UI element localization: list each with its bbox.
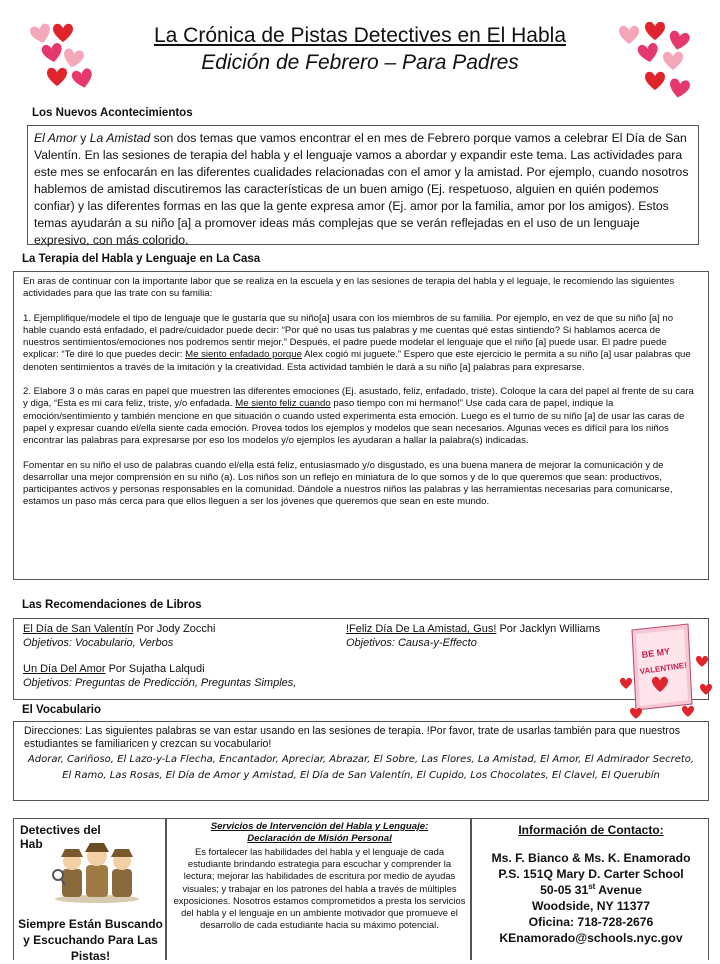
- news-lead-friendship: La Amistad: [89, 131, 151, 145]
- contact-heading: Información de Contacto:: [518, 823, 664, 837]
- services-heading: Servicios de Intervención del Habla y Lenguaje:: [210, 821, 429, 832]
- therapy-heading: La Terapia del Habla y Lenguaje en La Casa: [22, 253, 261, 265]
- hearts-near-card-icon: [616, 650, 716, 725]
- contact-email: KEnamorado@schools.nyc.gov: [499, 931, 683, 945]
- book-3-title: Un Día Del Amor: [23, 663, 106, 675]
- vocab-box: [13, 721, 709, 801]
- book-1: [23, 623, 215, 635]
- hearts-cluster-right-icon: [615, 22, 700, 107]
- therapy-p1-text-end: Alex cogió mi juguete.” Espero que este ejercicio le permita a su niño [a] usar palabras que denoten sentimientos a través de la imitación y la creatividad. Esta actividad también le dará a su niño [a] palabras para expresarse.: [23, 349, 691, 373]
- therapy-p2-text-end: paso tiempo con mi hermano!” Use cada cara de papel, indique la emoción/sentimiento y también mencione en que situación o cuando usted experimenta esta emoción. Luego es el turno de su niño [a] de usar las caras de papel y expresar cuando el/ella siente cada emoción. Provea todos los ejemplos y modelos que sean necesarios. Algunas veces es difícil para los niños encontrar las palabras para expresarse por eso los modelos y/o ejemplos les ayudaran a hallar la palabra(s) indicadas.: [23, 398, 685, 447]
- card-line-2: VALENTINE!: [639, 660, 688, 677]
- news-box: [27, 125, 699, 245]
- mission-statement: Es fortalecer las habilidades del habla y el lenguaje de cada estudiante brindando estrategia para escuchar y comprender la lectura; mejorar las habilidades de escritura por medio de ayudas visuales; y trabajar en los patrones del habla a través de múltiples exposiciones. Nosotros estamos comprometidos a presta los servicios del habla y el lenguaje en un ambiente motivador que promueve el desarrollo de cada estudiante hacia su máximo potencial.: [173, 846, 466, 931]
- detectives-panel: [13, 818, 166, 963]
- book-3-objectives: Objetivos: Preguntas de Predicción, Preguntas Simples,: [23, 677, 297, 689]
- book-3: [23, 662, 699, 676]
- vocab-heading: El Vocabulario: [22, 704, 102, 716]
- services-panel: [166, 818, 471, 960]
- contact-city: Woodside, NY 11377: [531, 899, 651, 913]
- book-1-objectives: Objetivos: Vocabulario, Verbos: [23, 637, 174, 649]
- contact-street-suffix: st: [588, 881, 596, 891]
- contact-street-number: 50-05 31: [540, 883, 589, 897]
- news-body: son dos temas que vamos encontrar el en mes de Febrero porque vamos a celebrar El Día de San Valentín. En las sesiones de terapia del habla y el lenguaje vamos a abordar y expandir este tema. Las actividades para este mes se enfocarán en las diferentes cualidades relacionadas con el amor y la amistad. Por ejemplo, cuando nosotros hablemos de amistad discutiremos las características de un buen amigo (Ej. respetuoso, alguien en quién podemos confiar) y las diferentes formas en las que la gente expresa amor (Ej. amor por la familia, amor por los amigos). Estos temas ayudarán a su niño [a] a promover ideas más complejas que se verán reflejadas en el uso de un lenguaje expresivo, con más colorido.: [34, 131, 689, 247]
- card-line-1: BE MY: [641, 646, 671, 660]
- book-row-1: [23, 622, 699, 636]
- newsletter-subtitle: Edición de Febrero – Para Padres: [201, 51, 519, 74]
- vocab-words: Adorar, Cariñoso, El Lazo-y-La Flecha, Encantador, Apreciar, Abrazar, El Sobre, Las Flores, La Amistad, El Amor, El Admirador Secreto, El Ramo, Las Rosas, El Día de Amor y Amistad, El Día de San Valentín, El Cupido, Los Chocolates, El Clavel, El Querubín: [27, 754, 695, 781]
- hearts-cluster-left-icon: [27, 22, 112, 107]
- therapy-p2-underlined: Me siento feliz cuando: [235, 398, 331, 410]
- book-2-title: !Feliz Día De La Amistad, Gus!: [346, 623, 497, 635]
- books-heading: Las Recomendaciones de Libros: [22, 599, 202, 611]
- book-2-author: Por Jacklyn Williams: [496, 623, 601, 635]
- therapy-box: [13, 271, 709, 580]
- book-2-objectives: Objetivos: Causa-y-Effecto: [346, 637, 477, 649]
- therapy-point-1: [23, 313, 699, 374]
- contact-street: [472, 882, 710, 898]
- vocab-directions: Direcciones: Las siguientes palabras se van estar usando en las sesiones de terapia. !Por favor, trate de usarlas también para que nuestros estudiantes se familiaricen y crezcan su vocabulario!: [24, 725, 681, 750]
- book-1-title: El Día de San Valentín: [23, 623, 134, 635]
- therapy-intro: En aras de continuar con la importante labor que se realiza en la escuela y en las sesiones de terapia del habla y el leguaje, le recomiendo las siguientes actividades para que las trate con su familia:: [23, 276, 675, 300]
- therapy-point-2: [23, 386, 699, 447]
- contact-street-name: Avenue: [595, 883, 642, 897]
- detectives-tagline: Siempre Están Buscando y Escuchando Para Las Pistas!: [18, 917, 163, 963]
- mission-heading: Declaración de Misión Personal: [247, 833, 392, 844]
- book-row-1-objectives: [23, 636, 699, 650]
- detective-kids-icon: [52, 835, 142, 903]
- contact-names: Ms. F. Bianco & Ms. K. Enamorado: [491, 851, 691, 865]
- contact-panel: [471, 818, 709, 960]
- therapy-p1-text: 1. Ejemplifique/modele el tipo de lenguaje que le gustaría que su niño[a] usara con los miembros de su familia. Por ejemplo, en vez de que su niño [a] no hable cuando está enfadado, el padre/cuidador puede decir: “Por qué no usas tus palabras y me cuentas qué estas sintiendo? Si hablamos acerca de nuestros sentimientos/emociones nos podremos sentir mejor.” Después, el padre puede modelar el lenguaje que el niño [a] puede usar. El padre puede explicar: “Te diré lo que puedes decir:: [23, 312, 674, 361]
- therapy-p2-text: 2. Elabore 3 o más caras en papel que muestren las diferentes emociones (Ej. asustado, feliz, enfadado, triste). Coloque la cara del papel al frente de su cara y diga, “Esta es mi cara feliz, triste, y/o enfadada.: [23, 386, 694, 410]
- detectives-title: Detectives del Hab: [20, 823, 101, 851]
- news-lead-love: El Amor: [34, 131, 77, 145]
- therapy-p1-underlined: Me siento enfadado porque: [185, 349, 302, 361]
- books-box: [13, 618, 709, 700]
- contact-phone: Oficina: 718-728-2676: [528, 915, 654, 929]
- contact-school: P.S. 151Q Mary D. Carter School: [498, 867, 684, 881]
- news-heading: Los Nuevos Acontecimientos: [32, 107, 193, 119]
- therapy-closing: Fomentar en su niño el uso de palabras cuando el/ella está feliz, entusiasmado y/o disgustado, es una buena manera de mejorar la comunicación y de desarrollar una mejor comprensión en su niño (a). Los niños son un reflejo en miniatura de lo que somos y de lo que queremos que sean: productivos, participantes activos y personas responsables en la comunidad. Dándole a nuestros niños las palabras y las herramientas necesarias para comunicarse, estamos un paso más cerca para que ellos lleguen a ser los jóvenes que queremos que sean en este mundo.: [23, 459, 673, 508]
- contact-details: [472, 850, 710, 946]
- book-2: [346, 622, 600, 636]
- news-lead-and: y: [76, 131, 90, 145]
- newsletter-title: La Crónica de Pistas Detectives en El Habla: [153, 24, 567, 47]
- book-3-author: Por Sujatha Lalqudi: [105, 663, 205, 675]
- book-1-author: Por Jody Zocchi: [133, 623, 216, 635]
